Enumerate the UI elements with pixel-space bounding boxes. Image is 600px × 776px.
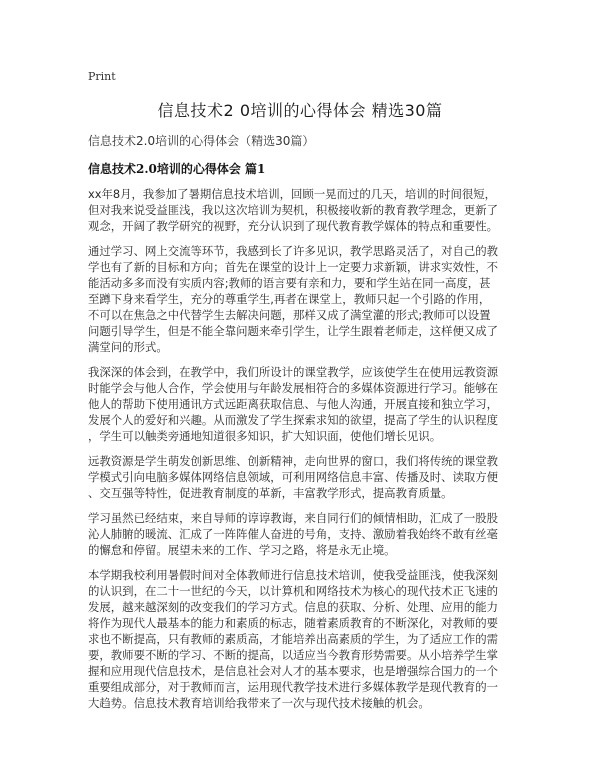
article-body [88, 186, 516, 720]
paragraph: 我深深的体会到，在教学中，我们所设计的课堂教学，应该使学生在使用远教资源 时能学会与他人合作，学会使用与年龄发展相符合的多媒体资源进行学习。能够在 他人的帮助下使用通讯方式远距离获取信息、与他人沟通，开展直接和独立学习， 发展个人的爱好和兴趣。从而激发了学生探索求知的欲望，提高了学生的认识程度 ，学生可以触类旁通地知道很多知识，扩大知识面，使他们增长见识。 [88, 365, 499, 443]
paragraph: 本学期我校利用暑假时间对全体教师进行信息技术培训，使我受益匪浅，使我深刻 的认识到，在二十一世纪的今天，以计算机和网络技术为核心的现代技术正飞速的 发展，越来越深刻的改变我们的学习方式。信息的获取、分析、处理、应用的能力 将作为现代人最基本的能力和素质的标志，随着素质教育的不断深化，对教师的要 求也不断提高，只有教师的素质高，才能培养出高素质的学生，为了适应工作的需 要，教师要不断的学习、不断的提高，以适应当今教育形势需要。从小培养学生掌 握和应用现代信息技术，是信息社会对人才的基本要求，也是增强综合国力的一个 重要组成部分，对于教师而言，运用现代教学技术进行多媒体教学是现代教育的一 大趋势。信息技术教育培训给我带来了一次与现代技术接触的机会。 [88, 568, 499, 710]
paragraph: xx年8月，我参加了暑期信息技术培训，回顾一晃而过的几天，培训的时间很短， 但对我来说受益匪浅，我以这次培训为契机，积极接收新的教育教学理念，更新了 观念，开阔了教学研究的视野，充分认识到了现代教育教学媒体的特点和重要性。 [88, 187, 499, 233]
section-heading: 信息技术2.0培训的心得体会 篇1 [88, 162, 266, 176]
paragraph: 远教资源是学生萌发创新思维、创新精神，走向世界的窗口，我们将传统的课堂教 学模式引向电脑多媒体网络信息领域，可利用网络信息丰富、传播及时、读取方便 、交互强等特性，促进教育制度的革新，丰富教学形式，提高教育质量。 [88, 454, 499, 500]
document-subtitle: 信息技术2.0培训的心得体会（精选30篇） [88, 134, 315, 148]
paragraph: 学习虽然已经结束，来自导师的谆谆教诲，来自同行们的倾情相助，汇成了一股股 沁人肺腑的暖流、汇成了一阵阵催人奋进的号角，支持、激励着我始终不敢有丝毫 的懈怠和停留。展望未来的工作、学习之路，将是永无止境。 [88, 511, 499, 557]
document-title: 信息技术2 0培训的心得体会 精选30篇 [157, 101, 443, 120]
print-label[interactable]: Print [88, 70, 116, 83]
paragraph: 通过学习、网上交流等环节，我感到长了许多见识，教学思路灵活了，对自己的教 学也有了新的目标和方向；首先在课堂的设计上一定要力求新颖，讲求实效性，不 能活动多多而没有实质内容;教师的语言要有亲和力，要和学生站在同一高度，甚 至蹲下身来看学生，充分的尊重学生,再者在课堂上，教师只起一个引路的作用， 不可以在焦急之中代替学生去解决问题，那样又成了满堂灌的形式;教师可以设置 问题引导学生，但是不能全靠问题来牵引学生，让学生跟着老师走，这样便又成了 满堂问的形式。 [88, 244, 499, 354]
